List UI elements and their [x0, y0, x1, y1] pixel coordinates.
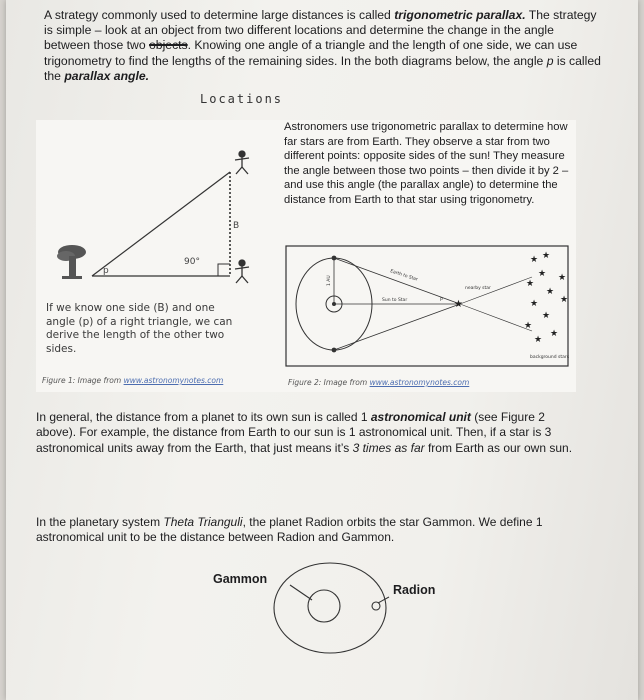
svg-text:★: ★: [550, 328, 559, 338]
theta-trianguli-paragraph: [36, 515, 584, 546]
diagram-frame: [286, 246, 568, 366]
angle-symbol: p: [546, 53, 554, 68]
gammon-label: Gammon: [213, 572, 268, 586]
earth-to-star-label: Earth to Star: [389, 269, 419, 283]
side-b-label: B: [233, 221, 240, 231]
svg-text:★: ★: [534, 334, 543, 344]
figure2-caption: [288, 378, 469, 387]
figure1-caption-prefix: Figure 1: Image from: [42, 376, 124, 385]
svg-text:★: ★: [542, 250, 551, 260]
para1-text-2: (see Figure 2 above). For example, the distance from Earth to our sun is 1 astronomical unit. Then, if a star is 3 astronomical units away from the Earth, that just means it’s: [36, 410, 552, 455]
figure1-caption: [42, 376, 223, 385]
term-3-times-as-far: 3 times as far: [352, 440, 425, 455]
para1-text-1: In general, the distance from a planet to its own sun is called 1: [36, 410, 371, 424]
triangle-hypotenuse: [92, 172, 230, 276]
svg-text:★: ★: [538, 268, 547, 278]
svg-text:★: ★: [530, 254, 539, 264]
nearby-star-icon: ★: [454, 299, 463, 310]
intro-paragraph: [44, 8, 602, 84]
term-trigonometric-parallax: trigonometric parallax.: [394, 8, 526, 22]
right-angle-mark: [218, 264, 230, 276]
para1-text-3: from Earth as our own sun.: [424, 440, 573, 455]
figure1-caption-link[interactable]: www.astronomynotes.com: [123, 376, 224, 385]
sun-to-star-label: Sun to Star: [382, 298, 408, 303]
intro-text-4: is called the: [44, 53, 601, 83]
para2-text-2: , the planet Radion orbits the star Gammon. We define 1 astronomical unit to be the distance between Radion and Gammon.: [36, 515, 543, 545]
figure2-description: Astronomers use trigonometric parallax to determine how far stars are from Earth. They observe a star from two different points: opposite sides of the sun! They measure the angle between those two points – then divide it by 2 – and use this angle (the parallax angle) to determine the distance from Earth to that star using trigonometry.: [284, 121, 569, 206]
sightline-lower: [460, 304, 532, 331]
parallax-p-label: P: [440, 298, 443, 303]
intro-text-3: . Knowing one angle of a triangle and the length of one side, we can use trigonometry to find the lengths of the remaining sides. In the both diagrams below, the angle: [44, 38, 578, 68]
svg-text:★: ★: [524, 320, 533, 330]
figure1-description: If we know one side (B) and one angle (p) of a right triangle, we can derive the length of the other two sides.: [46, 302, 233, 355]
angle-p-label: p: [103, 266, 109, 276]
svg-text:★: ★: [530, 298, 539, 308]
figure2-caption-prefix: Figure 2: Image from: [288, 378, 370, 387]
term-parallax-angle: parallax angle.: [64, 68, 150, 83]
triangle-diagram: [36, 120, 280, 300]
background-stars-icon: [524, 250, 568, 344]
handwritten-note: Locations: [200, 92, 284, 106]
system-name: Theta Trianguli: [163, 515, 243, 529]
figure-2: [280, 120, 576, 392]
figure-1: [36, 120, 280, 392]
observer-icon-bottom: [235, 260, 249, 283]
term-astronomical-unit: astronomical unit: [370, 410, 471, 424]
struck-word: objects: [149, 38, 188, 53]
parallax-diagram: [280, 244, 576, 374]
intro-text-2: The strategy is simple – look at an object from two different locations and determine the change in the angle between those two: [44, 8, 597, 53]
nearby-star-label: nearby star: [465, 286, 491, 291]
svg-text:★: ★: [558, 272, 567, 282]
svg-text:★: ★: [526, 278, 535, 288]
astronomical-unit-paragraph: [36, 410, 584, 456]
one-au-label: 1 AU: [327, 275, 332, 286]
intro-text-1: A strategy commonly used to determine large distances is called: [44, 8, 395, 22]
figure2-caption-link[interactable]: www.astronomynotes.com: [369, 378, 470, 387]
radion-label: Radion: [393, 583, 436, 597]
para2-text-1: In the planetary system: [36, 515, 164, 529]
svg-text:★: ★: [546, 286, 555, 296]
background-stars-label: background stars: [530, 355, 570, 360]
earth-star-line-bottom: [334, 304, 460, 350]
observer-icon-top: [235, 151, 249, 174]
svg-text:★: ★: [560, 294, 569, 304]
svg-text:★: ★: [542, 310, 551, 320]
angle-90-label: 90°: [184, 257, 200, 267]
tree-icon: [57, 245, 86, 279]
